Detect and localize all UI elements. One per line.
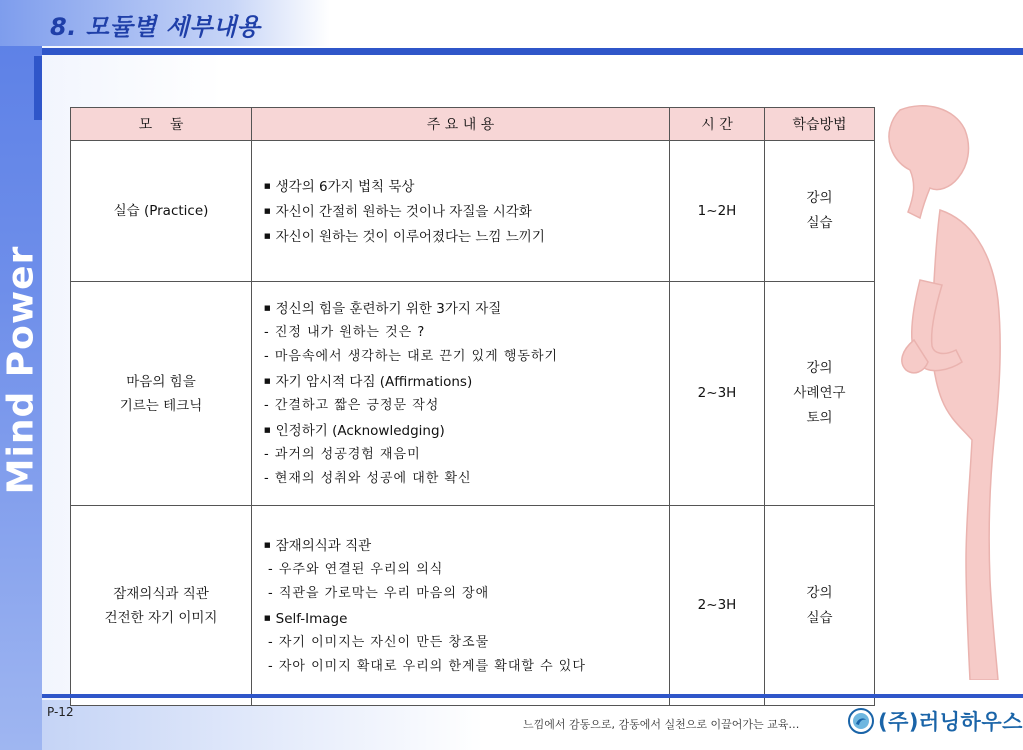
content-bullet: ■ 자신이 간절히 원하는 것이나 자질을 시각화 xyxy=(264,199,657,224)
header-module: 모 듈 xyxy=(71,108,252,141)
module-cell xyxy=(71,141,252,282)
header-divider-accent xyxy=(34,56,42,120)
company-name: (주)러닝하우스 xyxy=(878,710,1023,734)
content-bullet: ■ 인정하기 (Acknowledging) xyxy=(264,418,657,443)
method-line: 실습 xyxy=(806,215,833,231)
content-dash: - 자기 이미지는 자신이 만든 창조물 xyxy=(268,634,490,650)
content-bullet: ■ 잠재의식과 직관 xyxy=(264,533,657,558)
module-name: 실습 (Practice) xyxy=(113,203,209,219)
method-cell xyxy=(765,282,875,506)
table-row xyxy=(71,141,875,282)
module-cell xyxy=(71,506,252,706)
content-dash: - 우주와 연결된 우리의 의식 xyxy=(268,561,444,577)
content-cell xyxy=(252,141,670,282)
time-cell: 2~3H xyxy=(670,282,765,506)
footer-divider xyxy=(42,694,1023,698)
table-row xyxy=(71,282,875,506)
method-line: 토의 xyxy=(806,410,833,426)
content-dash: - 과거의 성공경험 재음미 xyxy=(264,447,421,462)
header-content: 주 요 내 용 xyxy=(252,108,670,141)
content-bullet: ■ 자기 암시적 다짐 (Affirmations) xyxy=(264,369,657,394)
footer-tagline: 느낌에서 감동으로, 감동에서 실천으로 이끌어가는 교육… xyxy=(523,718,800,731)
table-row xyxy=(71,506,875,706)
module-cell xyxy=(71,282,252,506)
figure-head xyxy=(889,106,969,218)
method-line: 사례연구 xyxy=(793,385,846,401)
module-name: 건전한 자기 이미지 xyxy=(104,609,218,626)
module-name: 잠재의식과 직관 xyxy=(113,585,209,602)
method-cell xyxy=(765,506,875,706)
content-bullet: ■ 자신이 원하는 것이 이루어졌다는 느낌 느끼기 xyxy=(264,224,657,249)
thinking-man-illustration xyxy=(880,100,1023,680)
content-cell xyxy=(252,506,670,706)
content-dash: - 현재의 성취와 성공에 대한 확신 xyxy=(264,471,472,486)
header-time: 시 간 xyxy=(670,108,765,141)
side-title xyxy=(0,230,42,510)
content-dash: - 마음속에서 생각하는 대로 끈기 있게 행동하기 xyxy=(264,349,559,364)
content-bullet: ■ 정신의 힘을 훈련하기 위한 3가지 자질 xyxy=(264,296,657,321)
page-title: 8. 모듈별 세부내용 xyxy=(50,13,261,41)
header-method: 학습방법 xyxy=(765,108,875,141)
method-line: 강의 xyxy=(806,584,833,601)
method-line: 강의 xyxy=(806,360,833,376)
time-cell: 1~2H xyxy=(670,141,765,282)
method-line: 실습 xyxy=(806,609,833,626)
content-bullet: ■ 생각의 6가지 법칙 묵상 xyxy=(264,174,657,199)
content-dash: - 자아 이미지 확대로 우리의 한계를 확대할 수 있다 xyxy=(268,658,586,674)
learninghouse-logo-icon xyxy=(848,708,874,734)
content-bullet: ■ Self-Image xyxy=(264,606,657,631)
module-name: 기르는 테크닉 xyxy=(119,397,203,414)
content-dash: - 직관을 가로막는 우리 마음의 장애 xyxy=(268,585,490,601)
module-table xyxy=(70,107,875,706)
module-name: 마음의 힘을 xyxy=(126,373,196,390)
figure-body xyxy=(931,210,1000,680)
time-cell: 2~3H xyxy=(670,506,765,706)
content-dash: - 진정 내가 원하는 것은 ? xyxy=(264,325,426,340)
header-divider xyxy=(42,48,1023,55)
side-title-text: Mind Power xyxy=(0,245,42,495)
page-number: P-12 xyxy=(47,705,74,719)
method-cell xyxy=(765,141,875,282)
content-cell xyxy=(252,282,670,506)
content-dash: - 간결하고 짧은 긍정문 작성 xyxy=(264,398,440,413)
method-line: 강의 xyxy=(806,190,833,206)
table-header-row xyxy=(71,108,875,141)
